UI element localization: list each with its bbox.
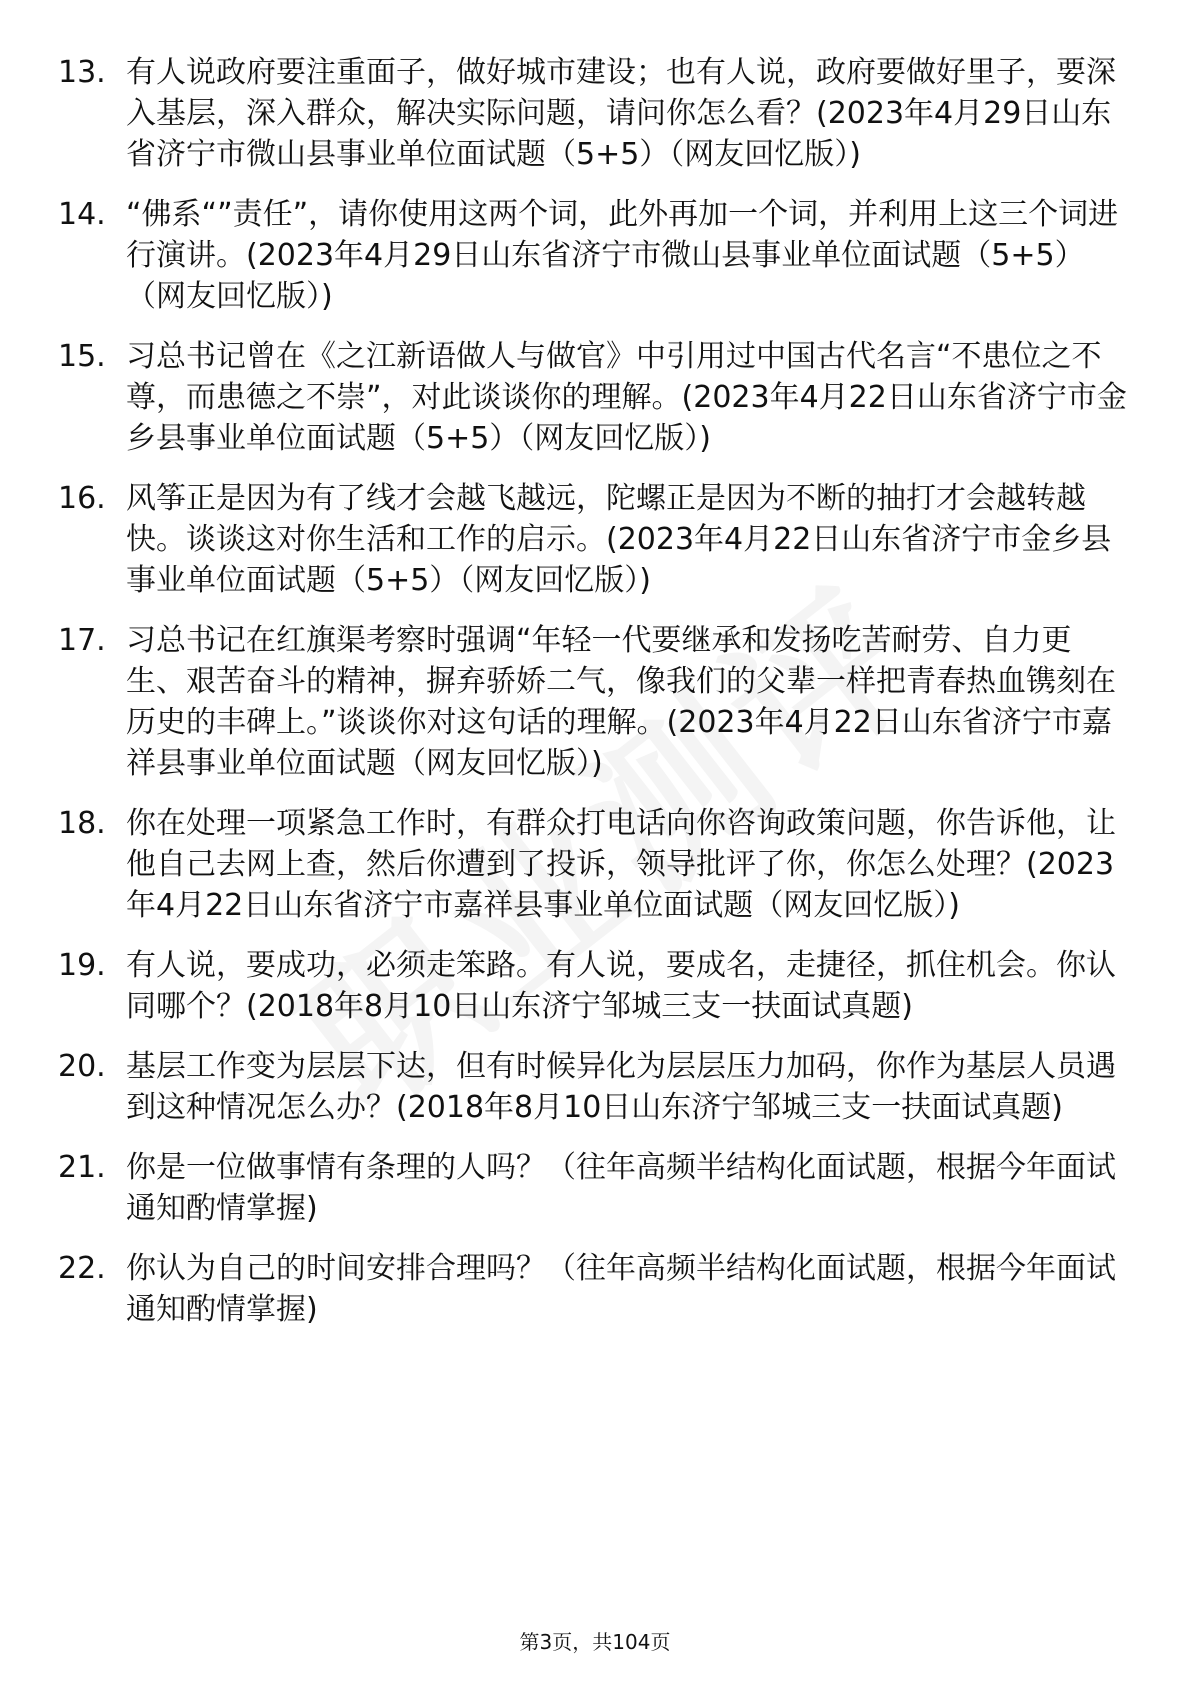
question-text: 习总书记曾在《之江新语做人与做官》中引用过中国古代名言“不患位之不尊，而患德之不崇”，对此谈谈你的理解。(2023年4月22日山东省济宁市金乡县事业单位面试题（5+5）（网友回忆版）) [126,339,1127,456]
question-text: 你在处理一项紧急工作时，有群众打电话向你咨询政策问题，你告诉他，让他自己去网上查，然后你遭到了投诉，领导批评了你，你怎么处理？(2023年4月22日山东省济宁市嘉祥县事业单位面试题（网友回忆版）) [126,806,1116,923]
question-number: 17. [58,623,106,658]
question-text: 习总书记在红旗渠考察时强调“年轻一代要继承和发扬吃苦耐劳、自力更生、艰苦奋斗的精神，摒弃骄娇二气，像我们的父辈一样把青春热血镌刻在历史的丰碑上。”谈谈你对这句话的理解。(2023年4月22日山东省济宁市嘉祥县事业单位面试题（网友回忆版）) [126,623,1116,781]
question-number: 15. [58,339,106,374]
question-item [58,52,1128,175]
question-text: 基层工作变为层层下达，但有时候异化为层层压力加码，你作为基层人员遇到这种情况怎么办？(2018年8月10日山东济宁邹城三支一扶面试真题) [126,1049,1116,1125]
question-item [58,620,1128,784]
question-item [58,1046,1128,1128]
question-number: 21. [58,1150,106,1185]
question-item [58,194,1128,317]
question-number: 19. [58,948,106,983]
question-text: 有人说政府要注重面子，做好城市建设；也有人说，政府要做好里子，要深入基层，深入群众，解决实际问题，请问你怎么看？(2023年4月29日山东省济宁市微山县事业单位面试题（5+5）（网友回忆版）) [126,55,1116,172]
question-item [58,945,1128,1027]
question-number: 18. [58,806,106,841]
question-item [58,803,1128,926]
question-text: 有人说，要成功，必须走笨路。有人说，要成名，走捷径，抓住机会。你认同哪个？(2018年8月10日山东济宁邹城三支一扶面试真题) [126,948,1116,1024]
question-item [58,1248,1128,1330]
question-item [58,478,1128,601]
question-number: 13. [58,55,106,90]
question-text: 你是一位做事情有条理的人吗？（往年高频半结构化面试题，根据今年面试通知酌情掌握) [126,1150,1116,1226]
question-number: 20. [58,1049,106,1084]
question-item [58,1147,1128,1229]
question-number: 22. [58,1251,106,1286]
question-list [58,52,1128,1349]
question-text: 你认为自己的时间安排合理吗？（往年高频半结构化面试题，根据今年面试通知酌情掌握) [126,1251,1116,1327]
question-number: 16. [58,481,106,516]
page-number-label: 第3页，共104页 [519,1630,671,1654]
question-item [58,336,1128,459]
question-text: “佛系“”责任”，请你使用这两个词，此外再加一个词，并利用上这三个词进行演讲。(2023年4月29日山东省济宁市微山县事业单位面试题（5+5）（网友回忆版）) [126,197,1119,314]
question-text: 风筝正是因为有了线才会越飞越远，陀螺正是因为不断的抽打才会越转越快。谈谈这对你生活和工作的启示。(2023年4月22日山东省济宁市金乡县事业单位面试题（5+5）（网友回忆版）) [126,481,1112,598]
page-footer [0,1626,1190,1655]
question-number: 14. [58,197,106,232]
